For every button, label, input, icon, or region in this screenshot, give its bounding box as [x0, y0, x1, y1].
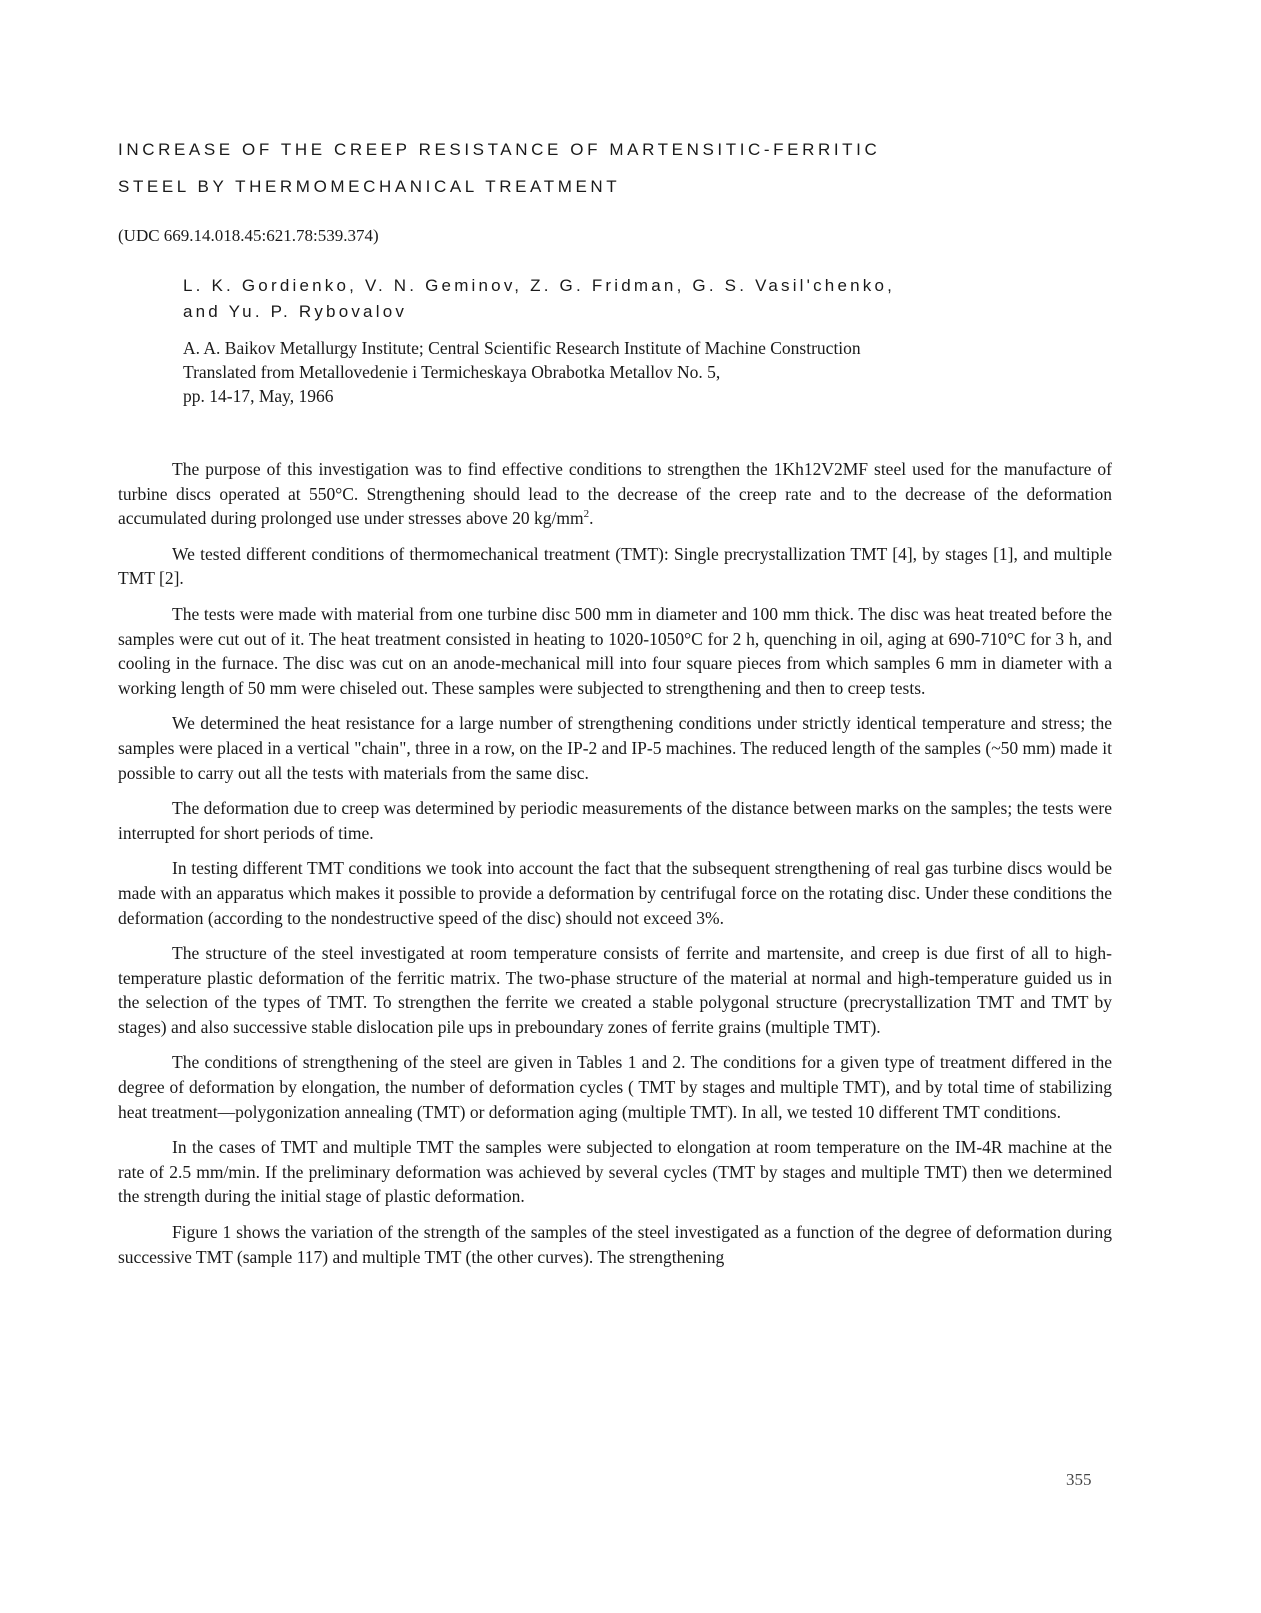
body-text [118, 457, 1112, 1280]
paragraph-4: We determined the heat resistance for a large number of strengthening conditions under strictly identical temperature and stress; the samples were placed in a vertical "chain", three in a row, on the IP-2 and IP-5 machines. The reduced length of the samples (~50 mm) made it possible to carry out all the tests with materials from the same disc. [118, 713, 1112, 783]
title-line-2: STEEL BY THERMOMECHANICAL TREATMENT [118, 177, 621, 196]
page-number: 355 [1066, 1470, 1092, 1489]
affiliation-line-3: pp. 14-17, May, 1966 [183, 386, 334, 406]
authors-line-2: and Yu. P. Rybovalov [183, 302, 408, 321]
authors [183, 273, 895, 325]
paragraph-3: The tests were made with material from one turbine disc 500 mm in diameter and 100 mm thick. The disc was heat treated before the samples were cut out of it. The heat treatment consisted in heating to 1020-1050°C for 2 h, quenching in oil, aging at 690-710°C for 3 h, and cooling in the furnace. The disc was cut on an anode-mechanical mill into four square pieces from which samples 6 mm in diameter with a working length of 50 mm were chiseled out. These samples were subjected to strengthening and then to creep tests. [118, 603, 1112, 698]
superscript: 2 [583, 508, 590, 521]
paragraph-1 [118, 457, 1112, 531]
paragraph-1-end: . [589, 508, 594, 529]
authors-line-1: L. K. Gordienko, V. N. Geminov, Z. G. Fridman, G. S. Vasil'chenko, [183, 276, 896, 295]
title-line-1: INCREASE OF THE CREEP RESISTANCE OF MARTENSITIC-FERRITIC [118, 140, 881, 159]
paragraph-7: The structure of the steel investigated at room temperature consists of ferrite and martensite, and creep is due first of all to high-temperature plastic deformation of the ferritic matrix. The two-phase structure of the material at normal and high-temperature guided us in the selection of the types of TMT. To strengthen the ferrite we created a stable polygonal structure (precrystallization TMT and TMT by stages) and also successive stable dislocation pile ups in preboundary zones of ferrite grains (multiple TMT). [118, 943, 1112, 1037]
paragraph-6: In testing different TMT conditions we took into account the fact that the subsequent strengthening of real gas turbine discs would be made with an apparatus which makes it possible to provide a deformation by centrifugal force on the rotating disc. Under these conditions the deformation (according to the nondestructive speed of the disc) should not exceed 3%. [118, 858, 1112, 928]
affiliation-line-1: A. A. Baikov Metallurgy Institute; Central Scientific Research Institute of Machine Construction [183, 338, 861, 358]
affiliation [183, 336, 861, 408]
paragraph-1-text: The purpose of this investigation was to find effective conditions to strengthen the 1Kh12V2MF steel used for the manufacture of turbine discs operated at 550°C. Strengthening should lead to the decrease of the creep rate and to the decrease of the deformation accumulated during prolonged use under stresses above 20 kg/mm [118, 459, 1112, 529]
paragraph-2: We tested different conditions of thermomechanical treatment (TMT): Single precrystallization TMT [4], by stages [1], and multiple TMT [2]. [118, 543, 1112, 589]
paragraph-10: Figure 1 shows the variation of the strength of the samples of the steel investigated as a function of the degree of deformation during successive TMT (sample 117) and multiple TMT (the other curves). The strengthening [118, 1222, 1112, 1267]
paragraph-8: The conditions of strengthening of the steel are given in Tables 1 and 2. The conditions for a given type of treatment differed in the degree of deformation by elongation, the number of deformation cycles ( TMT by stages and multiple TMT), and by total time of stabilizing heat treatment—polygonization annealing (TMT) or deformation aging (multiple TMT). In all, we tested 10 different TMT conditions. [118, 1052, 1112, 1122]
paragraph-5: The deformation due to creep was determined by periodic measurements of the distance between marks on the samples; the tests were interrupted for short periods of time. [118, 798, 1112, 843]
udc-code: (UDC 669.14.018.45:621.78:539.374) [118, 226, 379, 245]
affiliation-line-2: Translated from Metallovedenie i Termicheskaya Obrabotka Metallov No. 5, [183, 362, 721, 382]
paragraph-9: In the cases of TMT and multiple TMT the samples were subjected to elongation at room temperature on the IM-4R machine at the rate of 2.5 mm/min. If the preliminary deformation was achieved by several cycles (TMT by stages and multiple TMT) then we determined the strength during the initial stage of plastic deformation. [118, 1137, 1112, 1207]
